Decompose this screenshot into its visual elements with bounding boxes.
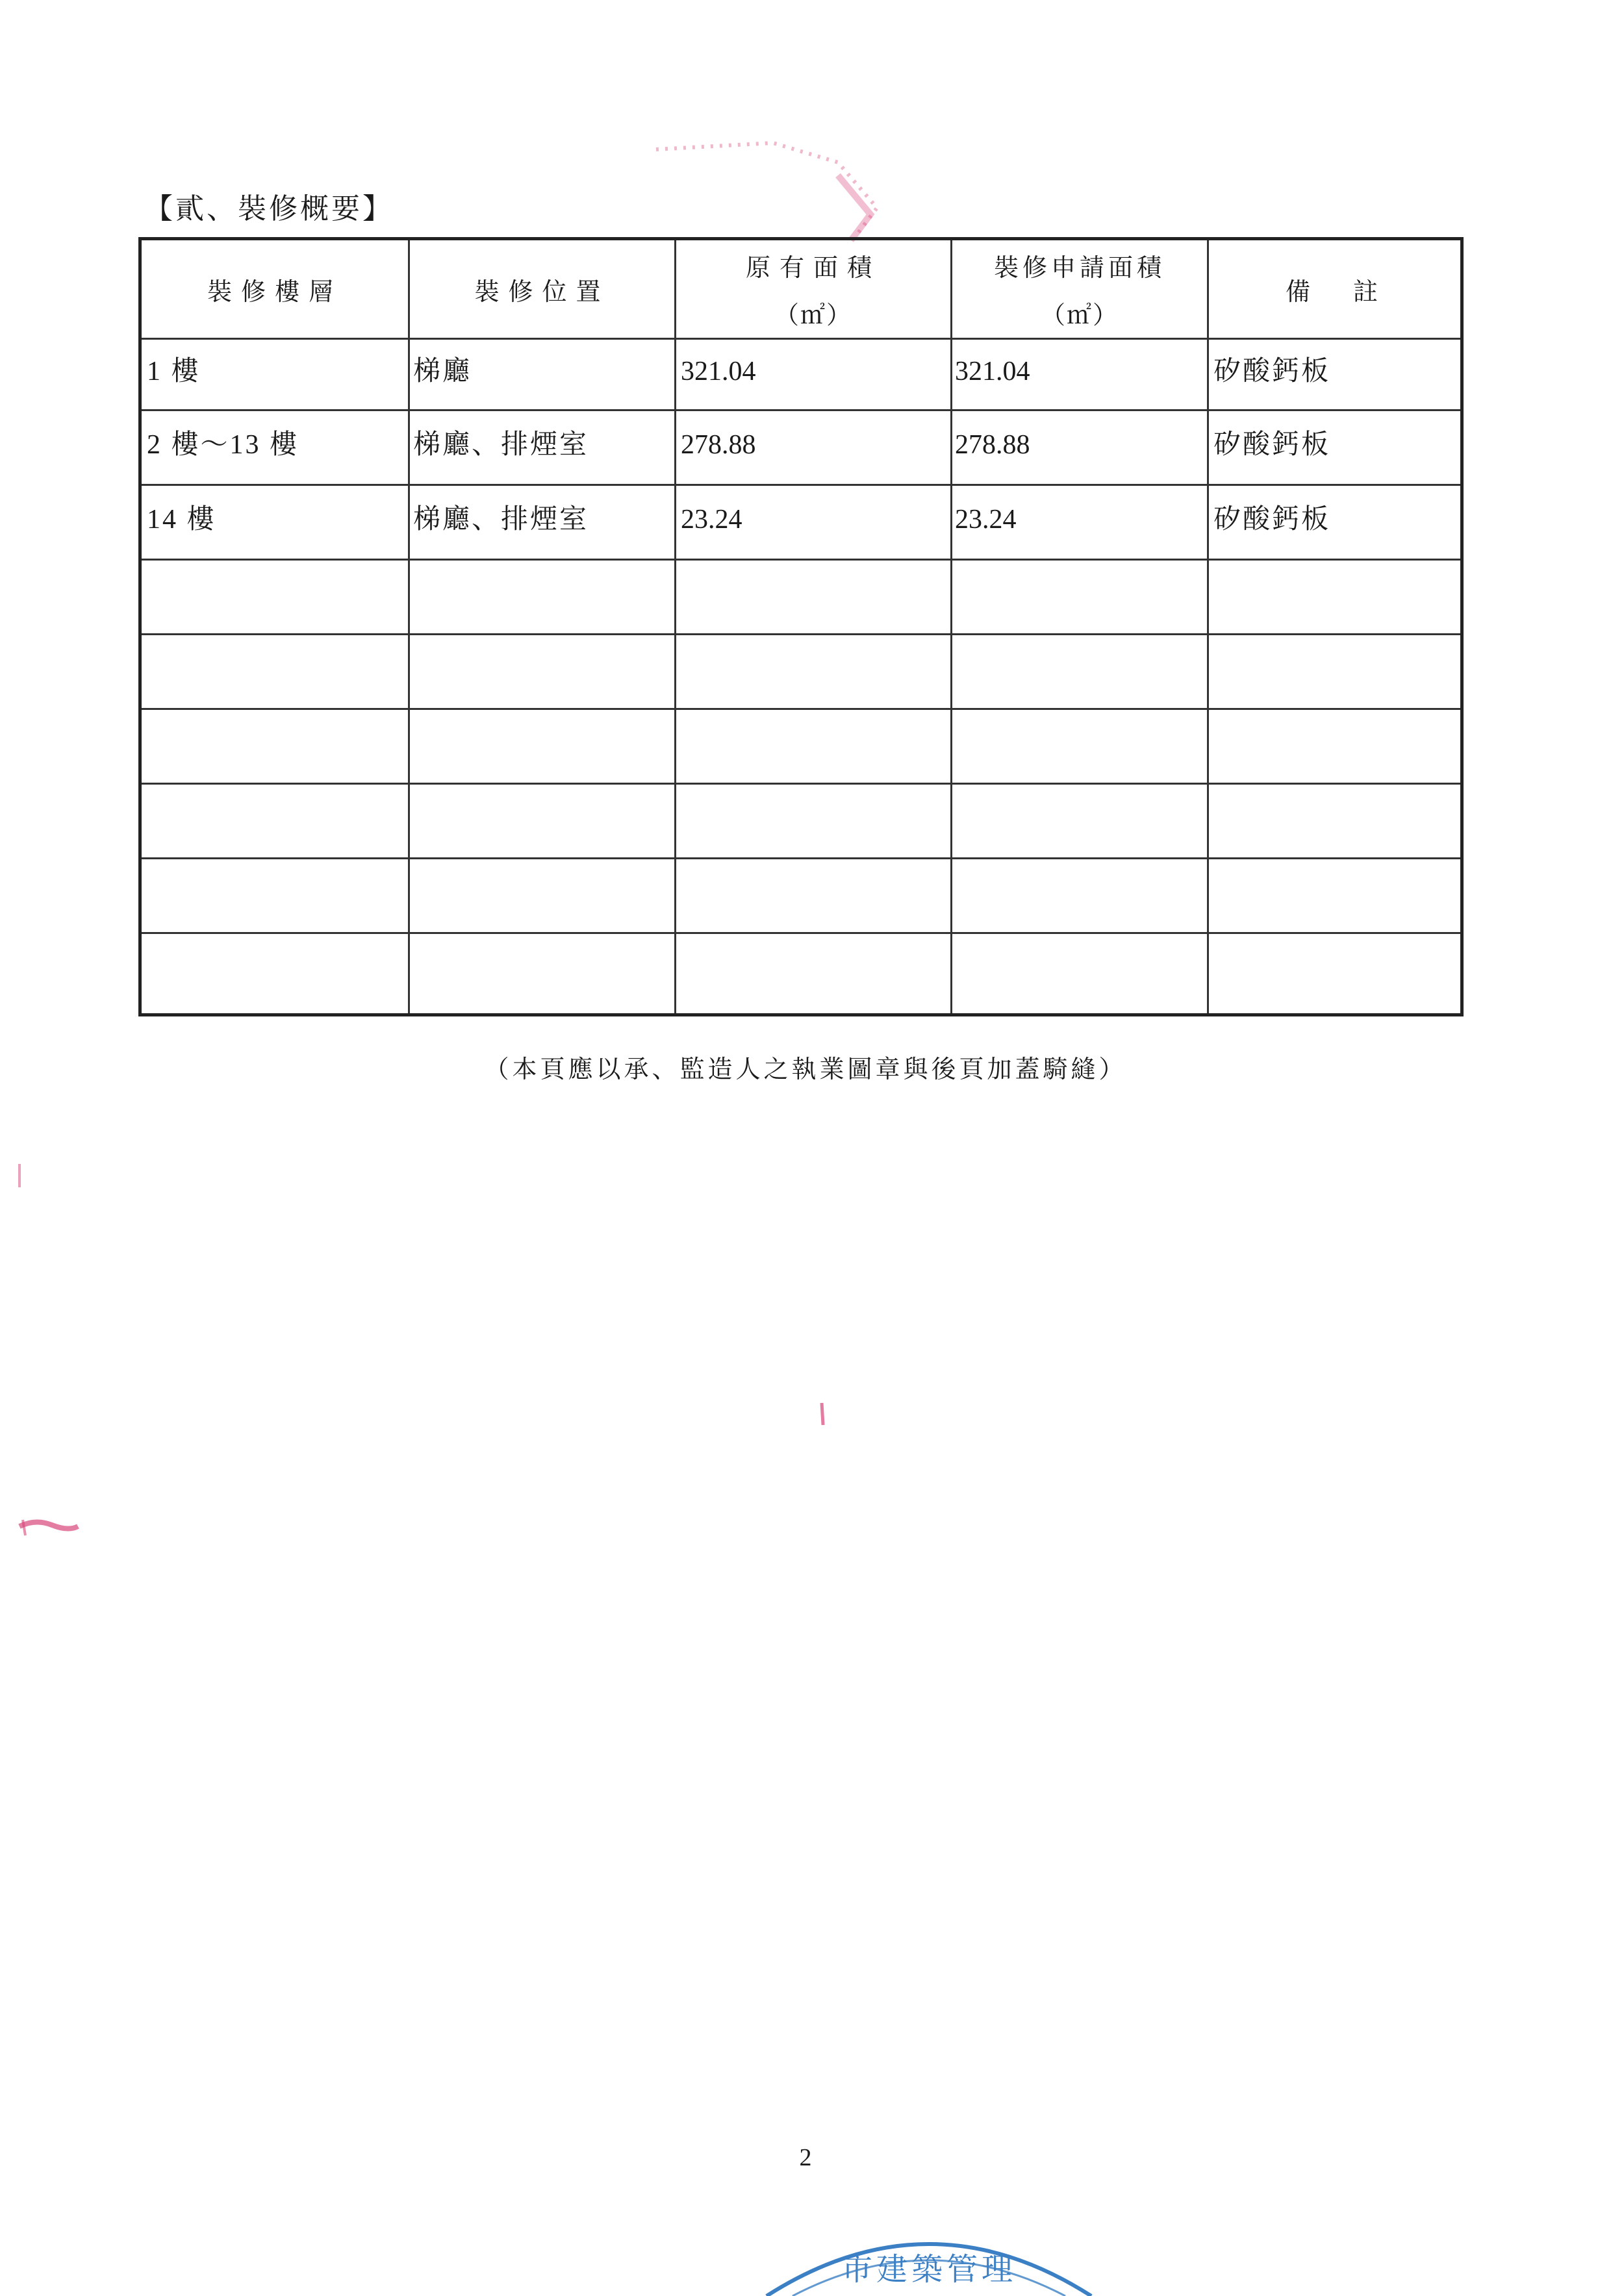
table-cell: 14 樓 (147, 505, 216, 535)
red-ink-mark (16, 1507, 81, 1546)
table-cell: 278.88 (955, 430, 1030, 460)
header-label: 裝修位置 (474, 277, 610, 306)
table-rule (674, 240, 676, 1013)
header-label: 裝修樓層 (207, 277, 342, 306)
table-cell: 矽酸鈣板 (1213, 505, 1331, 535)
red-seal-remnant (643, 136, 916, 247)
table-cell: 278.88 (681, 430, 756, 460)
table-cell: 321.04 (681, 357, 756, 386)
header-label: 備 註 (1285, 277, 1387, 306)
table-rule (142, 783, 1460, 785)
table-rule (142, 932, 1460, 934)
renovation-summary-table (138, 237, 1464, 1016)
table-rule (1207, 240, 1209, 1013)
table-rule (950, 240, 952, 1013)
table-cell: 2 樓～13 樓 (147, 430, 299, 460)
table-rule (408, 240, 410, 1013)
table-rule (142, 633, 1460, 635)
red-ink-mark (14, 1163, 25, 1189)
table-rule (142, 559, 1460, 561)
table-cell: 矽酸鈣板 (1213, 430, 1331, 460)
header-floor (142, 240, 408, 338)
header-original-area (676, 240, 950, 338)
page-number: 2 (799, 2144, 812, 2171)
official-stamp (747, 2218, 1111, 2296)
table-cell: 1 樓 (147, 357, 201, 386)
table-rule (142, 708, 1460, 710)
table-cell: 矽酸鈣板 (1213, 357, 1331, 386)
header-applied-area (952, 240, 1207, 338)
table-cell: 梯廳、排煙室 (413, 505, 589, 535)
red-ink-mark (815, 1402, 828, 1428)
header-unit: （㎡） (1040, 301, 1119, 329)
table-rule (142, 857, 1460, 859)
footnote: （本頁應以承、監造人之執業圖章與後頁加蓋騎縫） (484, 1055, 1127, 1083)
header-location (410, 240, 674, 338)
table-cell: 23.24 (955, 505, 1017, 535)
table-rule (142, 338, 1460, 340)
table-cell: 321.04 (955, 357, 1030, 386)
table-rule (142, 409, 1460, 411)
header-label: 原有面積 (745, 253, 881, 282)
header-label: 裝修申請面積 (993, 253, 1165, 282)
header-unit: （㎡） (774, 301, 852, 329)
table-rule (142, 484, 1460, 486)
section-title: 【貳、裝修概要】 (144, 192, 394, 225)
table-cell: 23.24 (681, 505, 742, 535)
stamp-text: 市建築管理 (841, 2251, 1017, 2288)
table-cell: 梯廳 (413, 357, 472, 386)
header-remarks (1209, 240, 1464, 338)
table-cell: 梯廳、排煙室 (413, 430, 589, 460)
